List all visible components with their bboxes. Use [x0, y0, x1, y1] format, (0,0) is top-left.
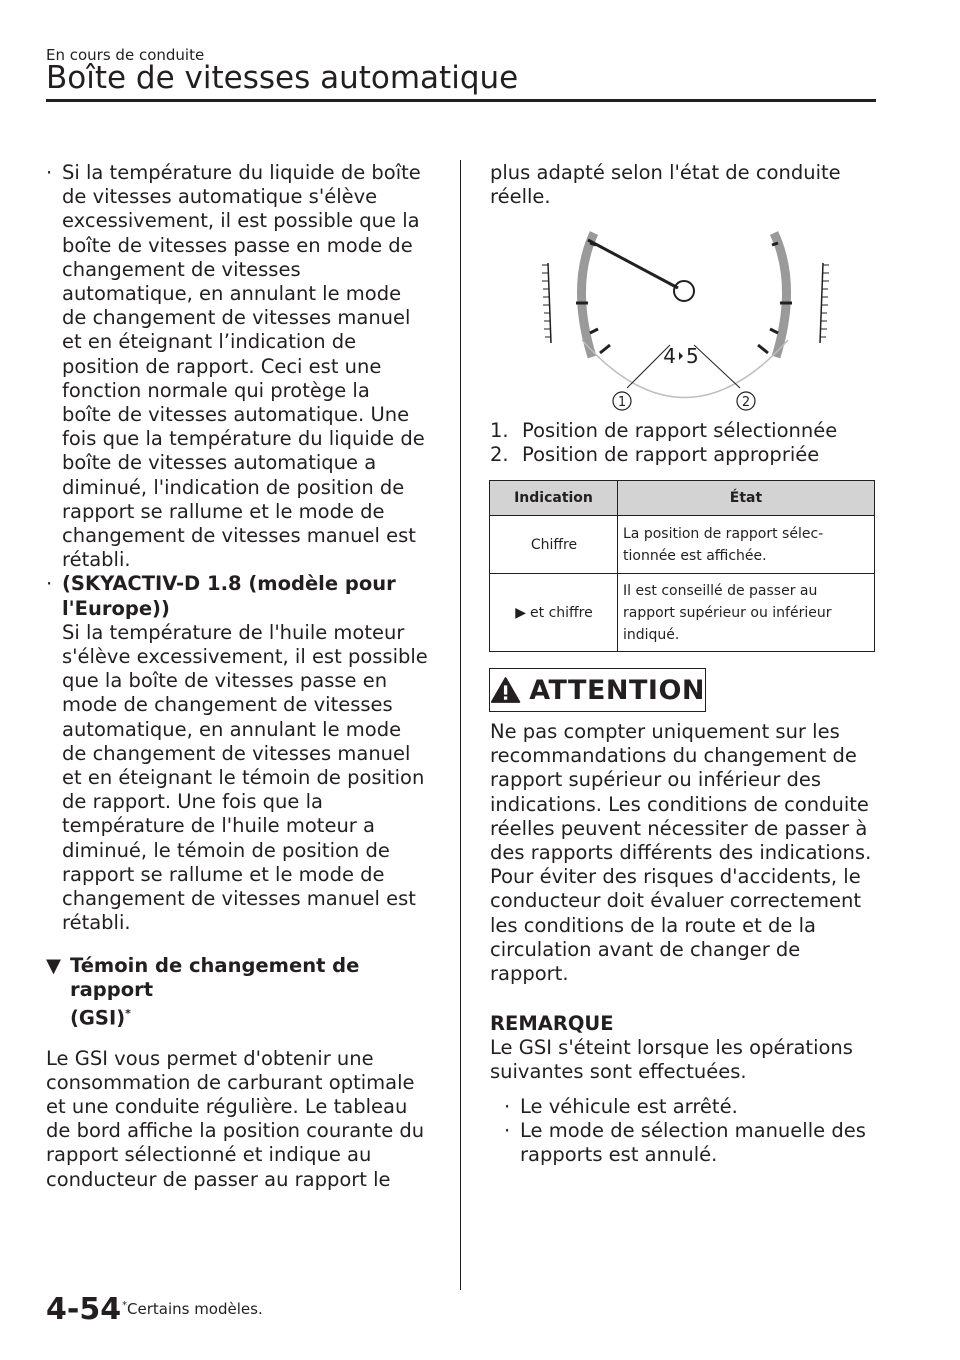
attention-label: ATTENTION [529, 674, 705, 706]
remark-title: REMARQUE [490, 1012, 614, 1035]
gsi-paragraph: Le GSI vous permet d'obtenir une consommation de carburant optimale et une conduite régulière. Le tableau de bord affiche la position courante du rapport sélectionné et indique au conducteur de passer au rapport le [46, 1046, 425, 1191]
col-header-state: État [618, 481, 875, 516]
left-scale-outer [548, 263, 551, 343]
page-number: 4-54 [46, 1292, 122, 1327]
page-title: Boîte de vitesses automatique [46, 60, 519, 96]
legend-item: 1. Position de rapport sélectionnée [490, 419, 838, 442]
header-rule [46, 99, 876, 102]
gauge-bottom-arc [582, 340, 788, 398]
callout2-number: 2 [741, 395, 751, 410]
remark-list [490, 1095, 880, 1168]
right-scale-outer [820, 263, 823, 343]
right-continuation: plus adapté selon l'état de conduite réelle. [490, 161, 841, 209]
section-label: En cours de conduite [46, 46, 205, 64]
bullet1-text: Si la température du liquide de boîte de vitesses automatique s'élève excessivement, il est possible que la boîte de vitesses passe en mode de changement de vitesses automatique, en annulant le mode de changement de vitesses manuel et en éteignant l’indication de position de rapport. Ceci est une fonction normale qui protège la boîte de vitesses automatique. Une fois que la température du liquide de boîte de vitesses automatique a diminué, l'indication de position de rapport se rallume et le mode de changement de vitesses manuel est rétabli. [62, 161, 425, 572]
table-row [490, 516, 875, 574]
legend-item: 2. Position de rapport appropriée [490, 443, 820, 467]
callout2-leader [694, 345, 740, 388]
list-item: · Le mode de sélection manuelle des rapports est annulé. [504, 1118, 866, 1167]
suggested-gear-digit: 5 [686, 344, 699, 368]
bullet2-text: (SKYACTIV-D 1.8 (modèle pour l'Europe)) Si la température de l'huile moteur s'élève excessivement, il est possible que la boîte de vitesses passe en mode de changement de vitesses automatique, en annulant le mode de changement de vitesses manuel et en éteignant le témoin de position de rapport. Une fois que la température de l'huile moteur a diminué, le témoin de position de rapport se rallume et le mode de changement de vitesses manuel est rétabli. [62, 572, 428, 935]
attention-box [489, 668, 706, 712]
section-heading-gsi: ▼ Témoin de changement de rapport (GSI)* [46, 953, 360, 1030]
gsi-gauge-figure [530, 225, 830, 415]
footnote: *Certains modèles. [122, 1300, 263, 1318]
callout1-number: 1 [617, 395, 627, 410]
gsi-indication-table [489, 480, 875, 652]
table-row [490, 574, 875, 652]
left-column [46, 161, 446, 1192]
triangle-down-icon: ▼ [46, 953, 61, 977]
warning-triangle-icon [490, 675, 521, 705]
figure-legend [490, 419, 880, 467]
column-divider [460, 160, 461, 1290]
right-scale-band [774, 233, 787, 357]
gauge-hub [674, 281, 694, 301]
cell-state: La position de rapport sélec- tionnée est affichée. [618, 516, 875, 574]
cell-state: Il est conseillé de passer au rapport supérieur ou inférieur indiqué. [618, 574, 875, 652]
left-scale-band [581, 233, 594, 357]
upshift-arrow-icon [679, 352, 683, 360]
bullet-transmission-fluid: · Si la température du liquide de boîte de vitesses automatique s'élève excessivement, il est possible que la boîte de vitesses passe en mode de changement de vitesses automatique, en annulant le mode de changement de vitesses manuel et en éteignant l’indication de position de rapport. Ceci est une fonction normale qui protège la boîte de vitesses automatique. Une fois que la température du liquide de boîte de vitesses automatique a diminué, l'indication de position de rapport se rallume et le mode de changement de vitesses manuel est rétabli. [46, 161, 446, 572]
cell-indication: Chiffre [490, 516, 618, 574]
shift-arrow-icon: ▶ [515, 604, 527, 621]
table-header-row [490, 481, 875, 516]
list-item: · Le véhicule est arrêté. [504, 1094, 738, 1118]
bullet-engine-oil: · (SKYACTIV-D 1.8 (modèle pour l'Europe)) Si la température de l'huile moteur s'élève excessivement, il est possible que la boîte de vitesses passe en mode de changement de vitesses automatique, en annulant le mode de changement de vitesses manuel et en éteignant le témoin de position de rapport. Une fois que la température de l'huile moteur a diminué, le témoin de position de rapport se rallume et le mode de changement de vitesses manuel est rétabli. [46, 572, 446, 935]
attention-text: Ne pas compter uniquement sur les recommandations du changement de rapport supérieur ou inférieur des indications. Les conditions de conduite réelles peuvent nécessiter de passer à des rapports différents des indications. Pour éviter des risques d'accidents, le conducteur doit évaluer correctement les conditions de la route et de la circulation avant de changer de rapport. [490, 720, 872, 986]
gauge-needle [588, 240, 678, 288]
cell-indication: ▶ et chiffre [490, 574, 618, 652]
selected-gear-digit: 4 [663, 344, 676, 368]
remark-block: REMARQUE Le GSI s'éteint lorsque les opérations suivantes sont effectuées. · Le véhicule est arrêté. · Le mode de sélection manuelle des rapports est annulé. [490, 1012, 880, 1167]
col-header-indication: Indication [490, 481, 618, 516]
